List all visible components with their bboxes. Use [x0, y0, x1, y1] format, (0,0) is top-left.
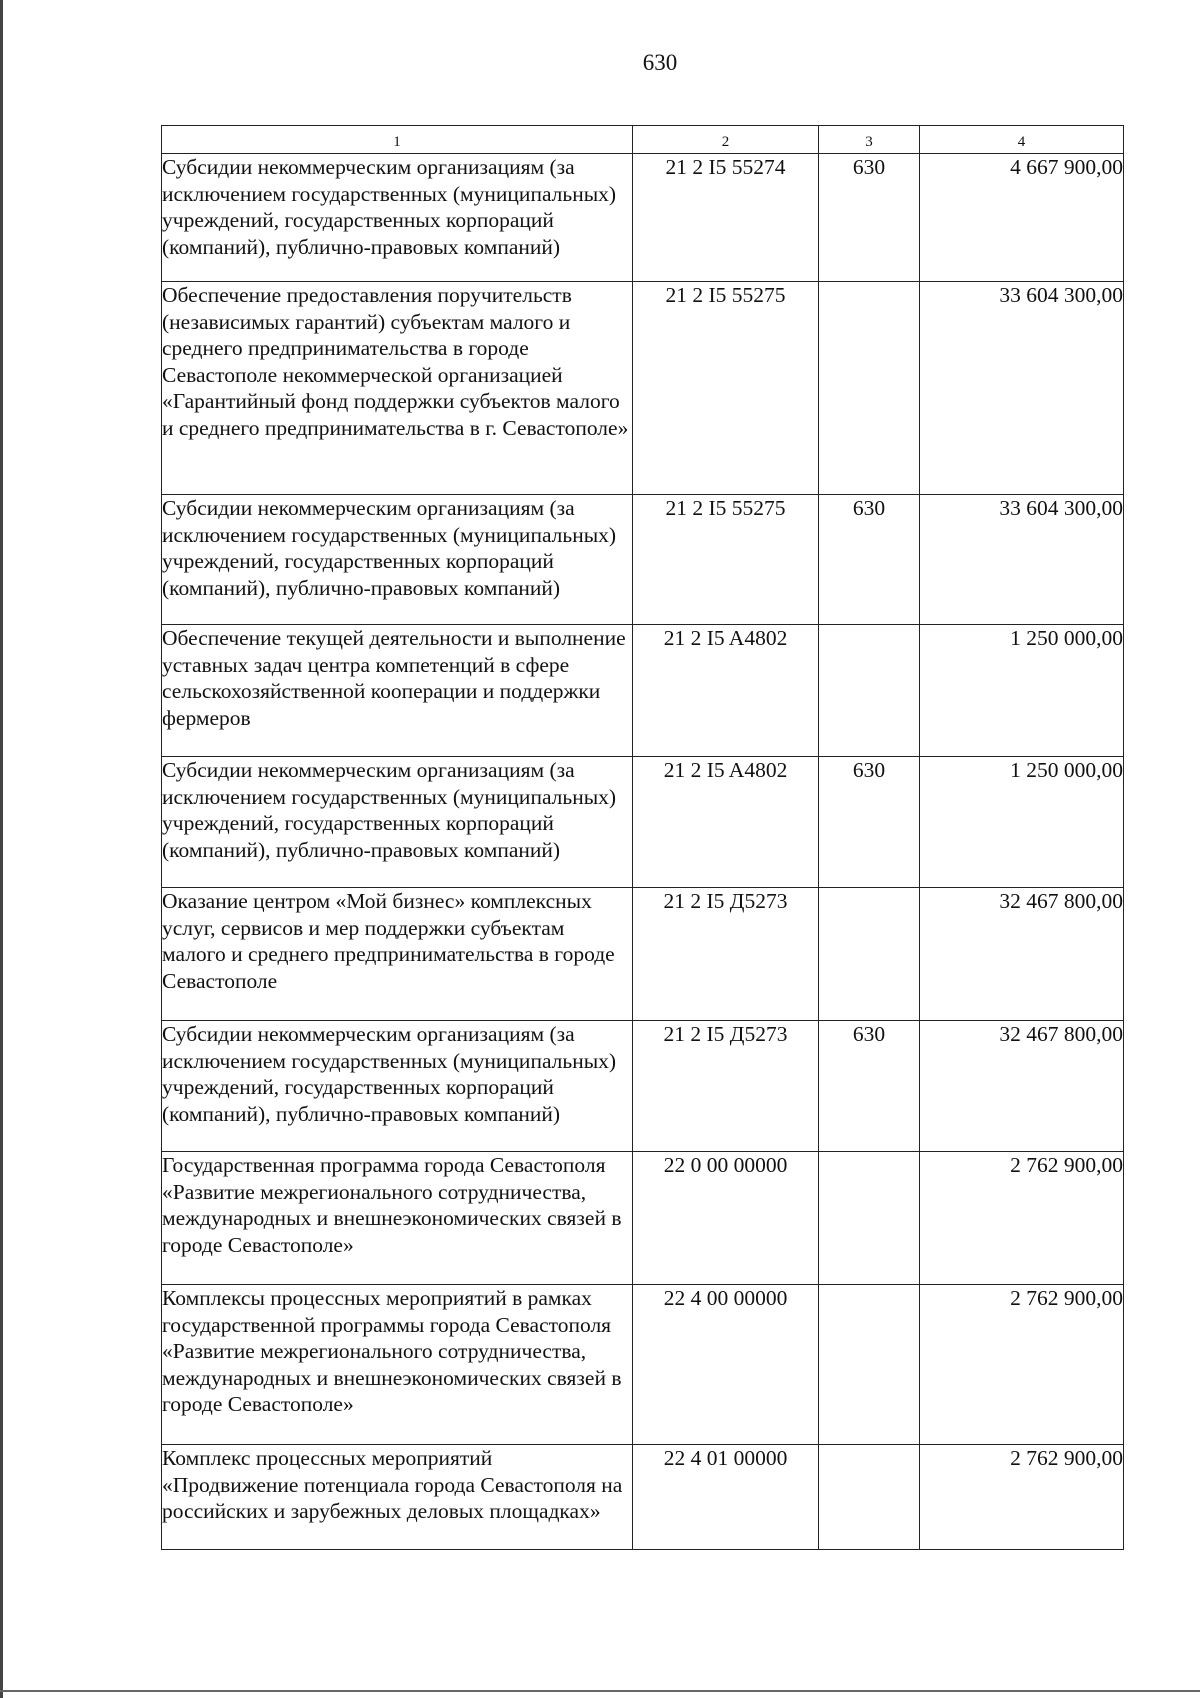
- row-expense-type: [819, 625, 920, 757]
- scan-left-border: [0, 0, 3, 1698]
- row-expense-type: [819, 282, 920, 495]
- table-row: [162, 1285, 1124, 1445]
- row-code: 21 2 I5 55275: [633, 495, 819, 625]
- table-row: [162, 154, 1124, 282]
- row-sum: 33 604 300,00: [920, 495, 1124, 625]
- table-row: [162, 495, 1124, 625]
- table-row: [162, 1445, 1124, 1550]
- table-row: [162, 888, 1124, 1021]
- row-sum: 1 250 000,00: [920, 625, 1124, 757]
- row-name: Государственная программа города Севастополя «Развитие межрегионального сотрудничества, международных и внешнеэкономических связей в городе Севастополе»: [162, 1152, 633, 1285]
- row-name: Субсидии некоммерческим организациям (за исключением государственных (муниципальных) учреждений, государственных корпораций (компаний), публично-правовых компаний): [162, 495, 633, 625]
- scan-bottom-border: [0, 1690, 1200, 1692]
- row-name: Обеспечение предоставления поручительств (независимых гарантий) субъектам малого и среднего предпринимательства в городе Севастополе некоммерческой организацией «Гарантийный фонд поддержки субъектов малого и среднего предпринимательства в г. Севастополе»: [162, 282, 633, 495]
- row-code: 21 2 I5 A4802: [633, 625, 819, 757]
- row-expense-type: [819, 1285, 920, 1445]
- row-code: 21 2 I5 55274: [633, 154, 819, 282]
- row-sum: 2 762 900,00: [920, 1445, 1124, 1550]
- row-sum: 2 762 900,00: [920, 1285, 1124, 1445]
- row-sum: 2 762 900,00: [920, 1152, 1124, 1285]
- row-code: 21 2 I5 55275: [633, 282, 819, 495]
- row-expense-type: [819, 1445, 920, 1550]
- column-header-3: 3: [819, 126, 920, 154]
- table-row: [162, 625, 1124, 757]
- row-code: 21 2 I5 Д5273: [633, 888, 819, 1021]
- row-name: Субсидии некоммерческим организациям (за исключением государственных (муниципальных) учреждений, государственных корпораций (компаний), публично-правовых компаний): [162, 757, 633, 888]
- row-expense-type: [819, 1152, 920, 1285]
- row-code: 22 0 00 00000: [633, 1152, 819, 1285]
- table-row: [162, 1021, 1124, 1152]
- column-header-4: 4: [920, 126, 1124, 154]
- row-sum: 32 467 800,00: [920, 1021, 1124, 1152]
- row-name: Субсидии некоммерческим организациям (за исключением государственных (муниципальных) учреждений, государственных корпораций (компаний), публично-правовых компаний): [162, 1021, 633, 1152]
- table-header-row: [162, 126, 1124, 154]
- table-row: [162, 282, 1124, 495]
- column-header-1: 1: [162, 126, 633, 154]
- row-name: Субсидии некоммерческим организациям (за исключением государственных (муниципальных) учреждений, государственных корпораций (компаний), публично-правовых компаний): [162, 154, 633, 282]
- row-expense-type: [819, 888, 920, 1021]
- row-code: 22 4 01 00000: [633, 1445, 819, 1550]
- row-expense-type: 630: [819, 1021, 920, 1152]
- row-code: 22 4 00 00000: [633, 1285, 819, 1445]
- row-name: Комплексы процессных мероприятий в рамках государственной программы города Севастополя «Развитие межрегионального сотрудничества, международных и внешнеэкономических связей в городе Севастополе»: [162, 1285, 633, 1445]
- row-sum: 4 667 900,00: [920, 154, 1124, 282]
- row-sum: 1 250 000,00: [920, 757, 1124, 888]
- table-row: [162, 1152, 1124, 1285]
- row-expense-type: 630: [819, 154, 920, 282]
- row-name: Оказание центром «Мой бизнес» комплексных услуг, сервисов и мер поддержки субъектам малого и среднего предпринимательства в городе Севастополе: [162, 888, 633, 1021]
- column-header-2: 2: [633, 126, 819, 154]
- row-name: Обеспечение текущей деятельности и выполнение уставных задач центра компетенций в сфере сельскохозяйственной кооперации и поддержки фермеров: [162, 625, 633, 757]
- row-code: 21 2 I5 A4802: [633, 757, 819, 888]
- row-expense-type: 630: [819, 495, 920, 625]
- budget-table: [161, 125, 1124, 1550]
- row-code: 21 2 I5 Д5273: [633, 1021, 819, 1152]
- row-expense-type: 630: [819, 757, 920, 888]
- row-name: Комплекс процессных мероприятий «Продвижение потенциала города Севастополя на российских и зарубежных деловых площадках»: [162, 1445, 633, 1550]
- table-row: [162, 757, 1124, 888]
- row-sum: 33 604 300,00: [920, 282, 1124, 495]
- row-sum: 32 467 800,00: [920, 888, 1124, 1021]
- page-number: 630: [642, 50, 678, 75]
